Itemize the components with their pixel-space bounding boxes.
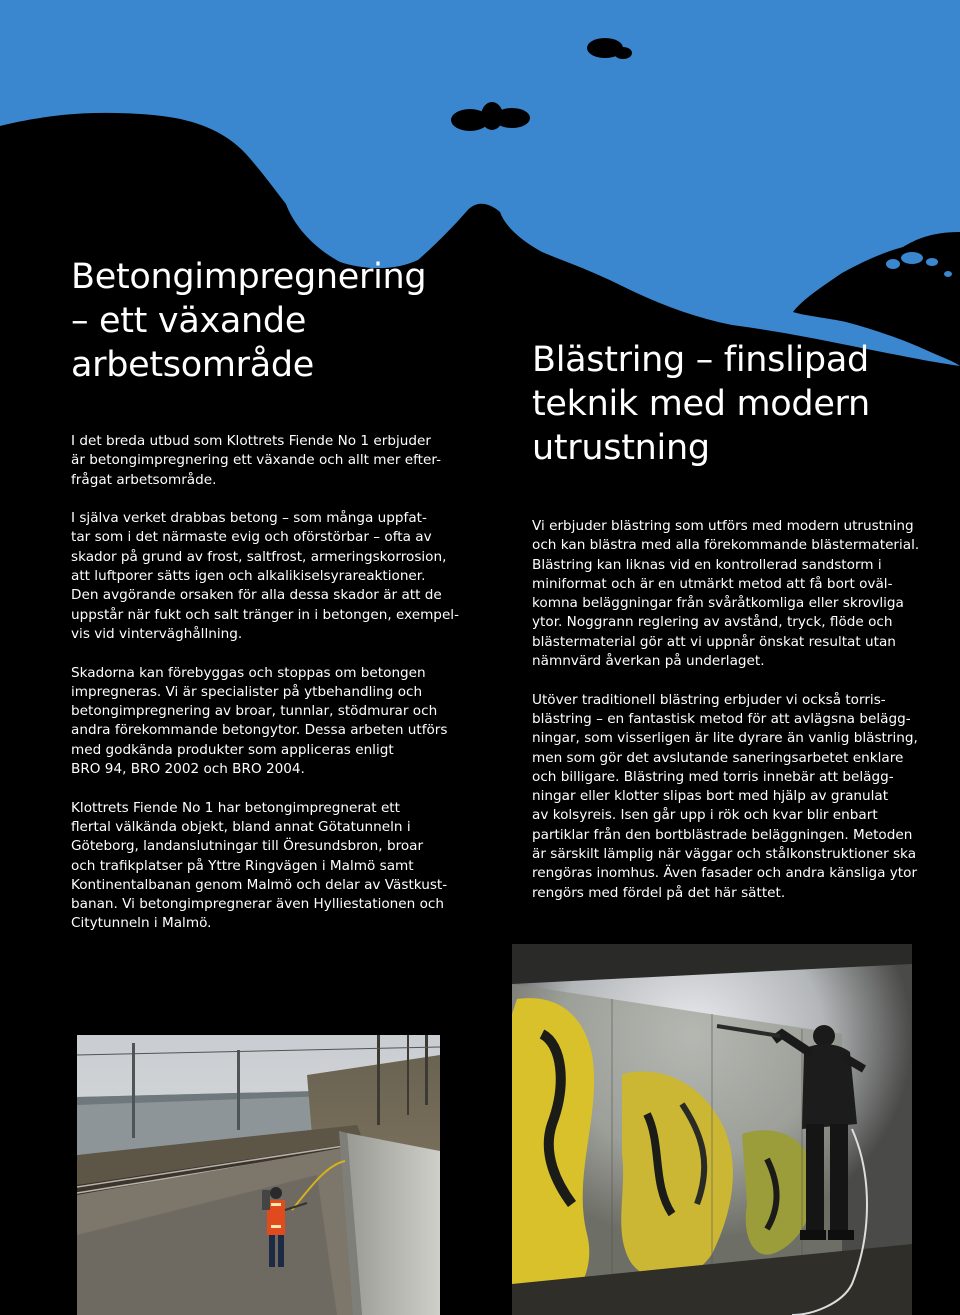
photo-graffiti-blasting (512, 944, 912, 1315)
photo-railway-wall-worker (77, 1035, 440, 1315)
paragraph: Skadorna kan förebyggas och stoppas om betongen impregneras. Vi är specialister på ytbehandling och betongimpregnering av broar, tunnlar, stödmurar och andra förekommande betongytor. Dessa arbeten utförs med godkända produkter som appliceras enligt BRO 94, BRO 2002 och BRO 2004. (71, 664, 448, 778)
heading-blastring: Blästring – finslipad teknik med modern utrustning (532, 340, 870, 468)
paragraph: I själva verket drabbas betong – som många uppfat- tar som i det närmaste evig och oförstörbar – ofta av skador på grund av frost, saltfrost, armeringskorrosion, att luftporer sätts igen och alkalikiselsyrareaktioner. Den avgörande orsaken för alla dessa skador är att de uppstår när fukt och salt tränger in i betongen, exempel- vis vid vinterväghållning. (71, 510, 459, 642)
left-text-column (71, 432, 471, 953)
paragraph: I det breda utbud som Klottrets Fiende No 1 erbjuder är betongimpregnering ett växande och allt mer efter- frågat arbetsområde. (71, 433, 441, 488)
right-text-column (532, 517, 932, 922)
heading-betongimpregnering: Betongimpregnering – ett växande arbetsområde (71, 257, 427, 385)
paragraph: Vi erbjuder blästring som utförs med modern utrustning och kan blästra med alla förekommande blästermaterial. Blästring kan liknas vid en kontrollerad sandstorm i miniformat och är en utmärkt metod att få bort oväl- komna beläggningar från svåråtkomliga eller skrovliga ytor. Noggrann reglering av avstånd, tryck, flöde och blästermaterial gör att vi uppnår önskat resultat utan nämnvärd åverkan på underlaget. (532, 518, 920, 670)
paragraph: Utöver traditionell blästring erbjuder vi också torris- blästring – en fantastisk metod för att avlägsna belägg- ningar, som visserligen är lite dyrare än vanlig blästring, men som gör det avslutande saneringsarbetet enklare och billigare. Blästring med torris innebär att belägg- ningar eller klotter slipas bort med hjälp av granulat av kolsyreis. Isen går upp i rök och kvar blir enbart partiklar från den bortblästrade beläggningen. Metoden är särskilt lämplig när väggar och stålkonstruktioner ska rengöras inomhus. Även fasader och andra känsliga ytor rengörs med fördel på det här sättet. (532, 691, 918, 901)
paragraph: Klottrets Fiende No 1 har betongimpregnerat ett flertal välkända objekt, bland annat Götatunneln i Göteborg, landanslutningar till Öresundsbron, broar och trafikplatser på Yttre Ringvägen i Malmö samt Kontinentalbanan genom Malmö och delar av Västkust- banan. Vi betongimpregnerar även Hylliestationen och Citytunneln i Malmö. (71, 799, 448, 932)
